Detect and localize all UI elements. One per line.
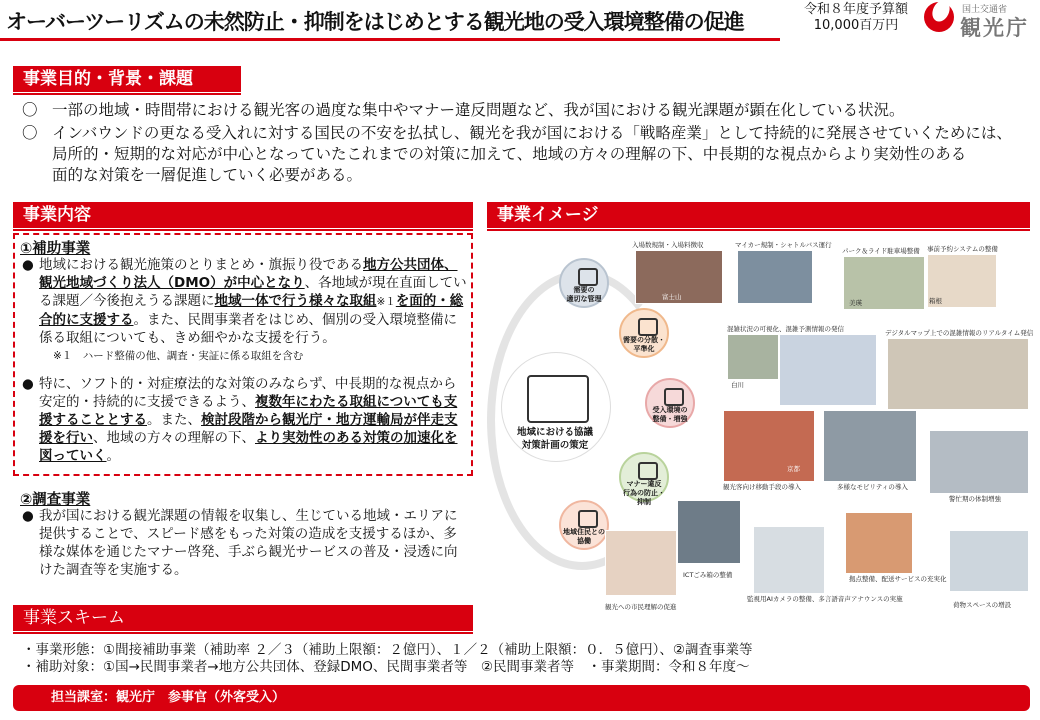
survey-heading: ②調査事業 xyxy=(20,492,91,508)
node-label: 受入環境の 整備・増強 xyxy=(652,406,688,423)
caption-transport: 観光客向け移動手段の導入 xyxy=(723,483,801,491)
photo-digital-map xyxy=(887,338,1029,410)
bullet-icon: ● xyxy=(22,257,34,273)
section-title-image: 事業イメージ xyxy=(487,202,1030,228)
contact-bar: 担当課室：観光庁 参事官（外客受入） xyxy=(13,685,1030,711)
p2-text-c: 。また、 xyxy=(147,412,201,428)
budget-box xyxy=(790,2,922,34)
subsidy-paragraph-1 xyxy=(22,256,467,365)
caption-car-restriction: マイカー規制・シャトルバス運行 xyxy=(735,241,832,249)
agency-logo xyxy=(920,0,1035,38)
clock-icon xyxy=(638,318,658,336)
caption-mobility: 多様なモビリティの導入 xyxy=(837,483,908,491)
caption-ai-camera: 監視用AIカメラの整備、多言語音声アナウンスの実施 xyxy=(747,595,903,603)
photo-kyoto-bus xyxy=(723,410,815,482)
caption-reservation: 事前予約システムの整備 xyxy=(927,245,998,253)
caption-peak-staffing: 警忙期の体制増強 xyxy=(949,495,1001,503)
survey-paragraph xyxy=(22,507,467,579)
caption-civic: 観光への市民理解の促進 xyxy=(605,603,677,611)
background-text-1: 一部の地域・時間帯における観光客の過度な集中やマナー違反問題など、我が国における観光課題が顕在化している状況。 xyxy=(52,101,905,119)
caption-kyoto: 京都 xyxy=(787,465,800,473)
budget-amount: 10,000百万円 xyxy=(813,18,899,33)
node-resident-cooperation xyxy=(559,500,609,550)
photo-police xyxy=(929,430,1029,494)
background-text-2b: 局所的・短期的な対応が中心となっていたこれまでの対策に加えて、地域の方々の理解の下、中長期的な視点からより実効性のある xyxy=(52,145,967,163)
caption-biei: 美瑛 xyxy=(849,299,862,307)
p2-text-e: 、地域の方々の理解の下、 xyxy=(93,430,255,446)
background-text-2a: インバウンドの更なる受入れに対する国民の不安を払拭し、観光を我が国における「戦略産業」として持続的に発展させていくためには、 xyxy=(52,124,1012,142)
budget-label: 令和８年度予算額 xyxy=(803,2,908,17)
node-label: 需要の 適切な管理 xyxy=(566,286,602,303)
logo-agency-text: 観光庁 xyxy=(960,16,1029,40)
photo-shirakawa xyxy=(727,334,779,380)
survey-text: 我が国における観光課題の情報を収集し、生じている地域・エリアに提供することで、スピード感をもった対策の造成を支援するほか、多様な媒体を通じたマナー啓発、手ぶら観光サービスの普及・浸透に向けた調査等を実施する。 xyxy=(39,508,458,578)
photo-luggage-hub xyxy=(845,512,913,574)
people-icon xyxy=(578,268,598,286)
page-title: オーバーツーリズムの未然防止・抑制をはじめとする観光地の受入環境整備の促進 xyxy=(6,10,744,34)
scheme-line-2: ・補助対象：①国→民間事業者→地方公共団体、登録DMO、民間事業者等 ②民間事業者等 ・事業期間：令和８年度～ xyxy=(22,659,750,675)
photo-shuttle-bus xyxy=(737,250,813,304)
photo-congestion-forecast xyxy=(779,334,877,406)
photo-luggage-space xyxy=(949,530,1029,592)
p1-highlight-f: を面的・総合的に支援する xyxy=(39,293,464,328)
agency-logo-icon xyxy=(924,2,954,32)
scheme-line-1: ・事業形態：①間接補助事業（補助率 ２／３（補助上限額：２億円）、１／２（補助上限額：０．５億円）、②調査事業等 xyxy=(22,642,753,658)
caption-shirakawa: 白川 xyxy=(731,381,744,389)
caption-entry-control: 入場数規制・入場料徴収 xyxy=(632,241,704,249)
circle-marker: 〇 xyxy=(22,101,38,119)
handshake-icon xyxy=(578,510,598,528)
node-manners xyxy=(619,452,669,506)
project-image-diagram xyxy=(487,230,1037,615)
p1-highlight-d: 地域一体で行う様々な取組 xyxy=(214,293,377,309)
section-title-content: 事業内容 xyxy=(13,202,473,228)
background-text-2c: 面的な対策を一層促進していく必要がある。 xyxy=(52,166,363,184)
center-label: 地域における協議 対策計画の策定 xyxy=(516,427,593,451)
p2-highlight-f: より実効性のある対策の加速化を図っていく xyxy=(39,430,458,464)
node-demand-management xyxy=(559,258,609,308)
caption-fuji: 富士山 xyxy=(662,293,682,301)
megaphone-icon xyxy=(638,462,658,480)
caption-congestion-visual: 混雑状況の可視化、混雑予測情報の発信 xyxy=(727,325,844,333)
p1-text-c: 、各地域が現在直面している課題／今後抱えうる課題に xyxy=(39,275,467,309)
node-reception-environment xyxy=(645,378,695,428)
node-label: 需要の分散・ 平準化 xyxy=(623,336,665,353)
subsidy-paragraph-2 xyxy=(22,375,467,465)
p1-text-a: 地域における観光施策のとりまとめ・旗振り役である xyxy=(39,257,363,273)
section-title-background: 事業目的・背景・課題 xyxy=(13,66,241,92)
logo-ministry-text: 国土交通省 xyxy=(962,5,1008,15)
circle-marker: 〇 xyxy=(22,124,38,142)
p2-highlight-b: 複数年にわたる取組についても支援することとする xyxy=(39,394,458,428)
node-demand-distribution xyxy=(619,308,669,358)
photo-mobility xyxy=(823,410,917,482)
meeting-icon xyxy=(527,375,589,423)
p2-highlight-d: 検討段階から観光庁・地方運輸局が伴走支援を行い xyxy=(39,412,458,446)
caption-hakone: 箱根 xyxy=(929,297,942,305)
p1-highlight-b: 地方公共団体、観光地域づくり法人（DMO）が中心となり xyxy=(39,257,458,291)
caption-park-ride: パーク＆ライド駐車場整備 xyxy=(842,247,920,255)
p1-footnote: ※１ ハード整備の他、調査・実証に係る取組を含む xyxy=(53,350,304,362)
node-label: マナー違反 行為の防止・ 抑制 xyxy=(623,480,665,506)
building-icon xyxy=(664,388,684,406)
caption-ict-trash: ICTごみ箱の整備 xyxy=(683,571,733,579)
background-list xyxy=(22,100,1032,188)
p1-text-g: 。また、民間事業者をはじめ、個別の受入環境整備に係る取組についても、きめ細やかな支援を行う。 xyxy=(39,312,457,346)
photo-civic-leaflet xyxy=(605,530,677,596)
background-item xyxy=(22,123,1032,186)
p2-text-a: 特に、ソフト的・対症療法的な対策のみならず、中長期的な視点から安定的・持続的に支援できるよう、 xyxy=(39,376,457,410)
caption-digital-map: デジタルマップ上での混雑情報のリアルタイム発信 xyxy=(885,329,1034,337)
p2-text-g: 。 xyxy=(106,448,120,464)
caption-hub: 拠点整備、配送サービスの充実化 xyxy=(849,575,947,583)
section-title-scheme: 事業スキーム xyxy=(13,605,473,631)
scheme-text xyxy=(22,642,753,676)
bullet-icon: ● xyxy=(22,376,34,392)
background-item xyxy=(22,100,1032,121)
photo-ict-trash xyxy=(677,500,741,564)
photo-ai-camera xyxy=(753,526,825,594)
header xyxy=(0,0,1040,40)
caption-luggage-space: 荷物スペースの増設 xyxy=(953,601,1012,609)
bullet-icon: ● xyxy=(22,508,34,524)
node-label: 地域住民との 協働 xyxy=(563,528,605,545)
title-underline xyxy=(0,38,780,41)
p1-note-ref: ※１ xyxy=(376,296,396,308)
subsidy-heading: ①補助事業 xyxy=(20,241,91,257)
